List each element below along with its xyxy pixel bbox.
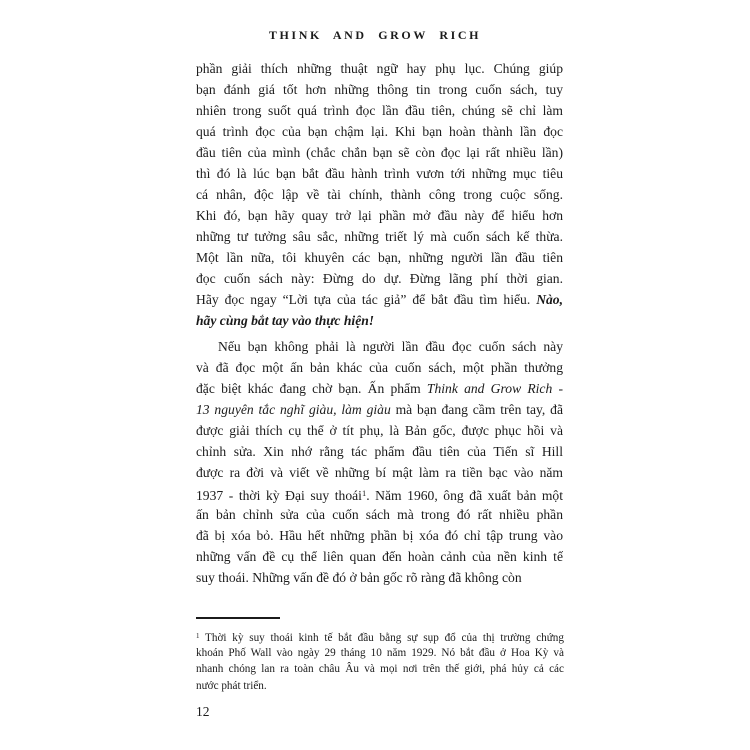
body-text-line: đã bị xóa bỏ. Hầu hết những phần bị xóa đó chỉ tập trung vào (196, 528, 563, 543)
body-text-line: Nếu bạn không phải là người lần đầu đọc cuốn sách này (218, 339, 563, 354)
running-header: THINK AND GROW RICH (268, 28, 482, 42)
body-text-line: hãy cùng bắt tay vào thực hiện! (196, 313, 375, 328)
body-text-line: ấn bản chỉnh sửa của cuốn sách mà trong đó rất nhiều phần (196, 507, 563, 522)
body-paragraph (196, 58, 563, 331)
body-text-line: 13 nguyên tắc nghĩ giàu, làm giàu mà bạn đang cầm trên tay, đã (196, 402, 563, 417)
body-text-line: nhiên trong suốt quá trình đọc lần đầu tiên, chúng sẽ chỉ làm (196, 103, 563, 118)
body-text-line: được giải thích cụ thể ở tít phụ, là Bản gốc, được phục hồi và (196, 423, 563, 438)
body-text-line: quá trình đọc của bạn chậm lại. Khi bạn hoàn thành lần đọc (196, 124, 563, 139)
body-text-line: Một lần nữa, tôi khuyên các bạn, những người lần đầu tiên (196, 250, 563, 265)
footnote-line: $^1$ Thời kỳ suy thoái kinh tế bắt đầu bằng sự sụp đổ của thị trường chứng (196, 632, 564, 645)
footnote-line: khoán Phố Wall vào ngày 29 tháng 10 năm 1929. Nó bắt đầu ở Hoa Kỳ và (196, 646, 564, 659)
body-paragraph (196, 336, 563, 588)
body-text (196, 58, 563, 588)
body-text-line: cá nhân, độc lập về tài chính, thành công trong cuộc sống. (196, 187, 563, 202)
body-text-line: được ra đời và viết về những bí mật làm ra tiền bạc vào năm (196, 465, 563, 480)
body-text-line: chỉnh sửa. Xin nhớ rằng tác phẩm đầu tiên của Tiến sĩ Hill (196, 444, 563, 459)
body-text-line: những vấn đề cụ thể liên quan đến hoàn cảnh của nền kinh tế (196, 549, 563, 564)
body-text-line: bạn đánh giá tốt hơn những thông tin trong cuốn sách, tuy (196, 82, 563, 97)
body-text-line: đọc cuốn sách này: Đừng do dự. Đừng lãng phí thời gian. (196, 271, 563, 286)
body-text-line: 1937 - thời kỳ Đại suy thoái$^1$. Năm 1960, ông đã xuất bản một (196, 487, 563, 503)
footnote-line: nước phát triển. (196, 679, 267, 692)
body-text-line: đầu tiên của mình (chắc chắn bạn sẽ còn đọc lại rất nhiều lần) (196, 145, 563, 160)
body-text-line: và đã đọc một ấn bản khác của cuốn sách, một phần thưởng (196, 360, 563, 375)
body-text-line: Khi đó, bạn hãy quay trở lại phần mở đầu này để hiểu hơn (196, 208, 563, 223)
page-number: 12 (196, 704, 210, 719)
body-text-line: thì đó là lúc bạn bắt đầu hành trình vươn tới những mục tiêu (196, 166, 563, 181)
footnote-separator (196, 617, 280, 619)
body-text-line: Hãy đọc ngay “Lời tựa của tác giả” để bắt đầu tìm hiểu. Nào, (196, 292, 563, 307)
body-text-line: phần giải thích những thuật ngữ hay phụ lục. Chúng giúp (196, 61, 563, 76)
footnote-line: nhanh chóng lan ra toàn châu Âu và mọi nơi trên thế giới, phá hủy cả các (196, 663, 564, 675)
footnote-text (196, 628, 564, 694)
body-text-line: suy thoái. Những vấn đề đó ở bản gốc rõ ràng đã không còn (196, 570, 522, 585)
body-text-line: đặc biệt khác đang chờ bạn. Ấn phẩm Think and Grow Rich - (196, 381, 563, 396)
body-text-line: những tư tưởng sâu sắc, những triết lý mà cuốn sách kế thừa. (196, 229, 563, 244)
